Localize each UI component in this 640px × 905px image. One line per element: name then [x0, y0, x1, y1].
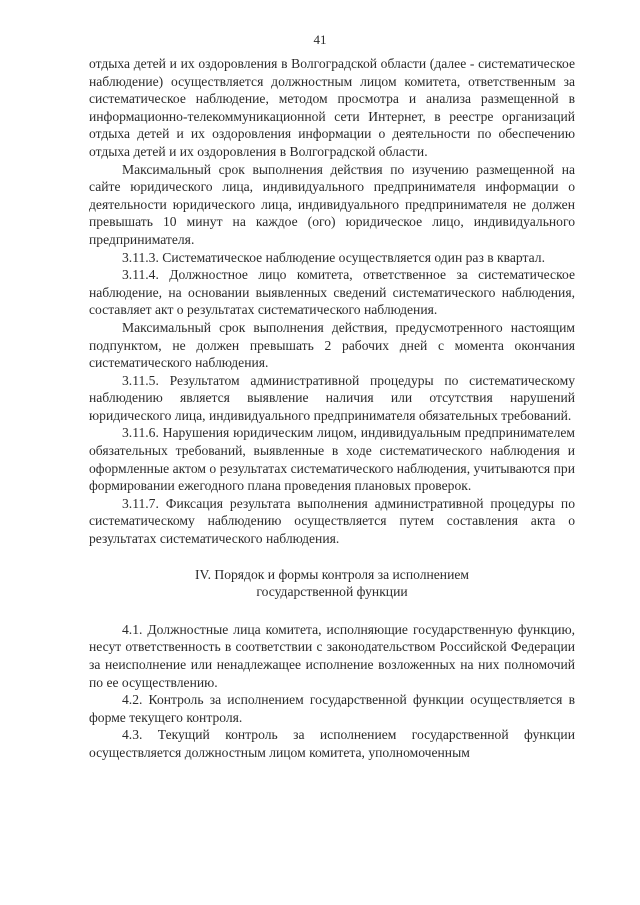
section-heading-line-1: IV. Порядок и формы контроля за исполнением	[195, 566, 469, 582]
paragraph-max-time-act: Максимальный срок выполнения действия, предусмотренного настоящим подпунктом, не должен превышать 2 рабочих дней с момента окончания систематического наблюдения.	[89, 319, 575, 371]
paragraph-3-11-4: 3.11.4. Должностное лицо комитета, ответственное за систематическое наблюдение, на основании выявленных сведений систематического наблюдения, составляет акт о результатах систематического наблюдения.	[89, 267, 575, 318]
paragraph-max-time-study: Максимальный срок выполнения действия по изучению размещенной на сайте юридического лица, индивидуального предпринимателя информации о деятельности юридического лица, индивидуального предпринимателя не должен превышать 10 минут на каждое (ого) юридическое лицо, индивидуального предпринимателя.	[89, 161, 575, 247]
paragraph-4-1: 4.1. Должностные лица комитета, исполняющие государственную функцию, несут ответственность в соответствии с законодательством Российской Федерации за неисполнение или ненадлежащее исполнение возложенных на них полномочий по ее осуществлению.	[89, 621, 575, 690]
paragraph-4-2: 4.2. Контроль за исполнением государственной функции осуществляется в форме текущего контроля.	[89, 692, 575, 725]
paragraph-3-11-3: 3.11.3. Систематическое наблюдение осуществляется один раз в квартал.	[122, 249, 545, 265]
paragraph-3-11-5: 3.11.5. Результатом административной процедуры по систематическому наблюдению является выявление наличия или отсутствия нарушений юридического лица, индивидуального предпринимателя обязательных требований.	[89, 372, 575, 423]
paragraph-3-11-6: 3.11.6. Нарушения юридическим лицом, индивидуальным предпринимателем обязательных требований, выявленные в ходе систематического наблюдения и оформленные актом о результатах систематического наблюдения, учитываются при формировании ежегодного плана проведения плановых проверок.	[89, 425, 575, 494]
section-heading-line-2: государственной функции	[256, 584, 408, 600]
page-number: 41	[313, 32, 327, 47]
paragraph-continuation: отдыха детей и их оздоровления в Волгоградской области (далее - систематическое наблюдение) осуществляется должностным лицом комитета, ответственным за систематическое наблюдение, методом просмотра и анализа размещенной в информационно-телекоммуникационной сети Интернет, в реестре организаций отдыха детей и их оздоровления информации о деятельности по обеспечению отдыха детей и их оздоровления в Волгоградской области.	[89, 56, 575, 159]
section-heading	[89, 566, 575, 601]
document-body	[89, 55, 575, 762]
paragraph-4-3: 4.3. Текущий контроль за исполнением государственной функции осуществляется должностным лицом комитета, уполномоченным	[89, 727, 575, 760]
paragraph-3-11-7: 3.11.7. Фиксация результата выполнения административной процедуры по систематическому наблюдению осуществляется путем составления акта о результатах систематического наблюдения.	[89, 495, 575, 547]
